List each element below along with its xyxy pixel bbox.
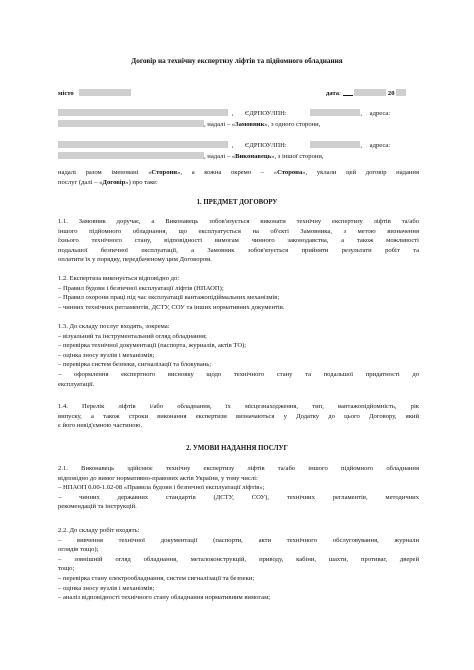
section-2-title: 2. УМОВИ НАДАННЯ ПОСЛУГ	[186, 445, 288, 452]
year-prefix: 20	[387, 90, 395, 97]
contractor-address-field[interactable]	[58, 152, 204, 159]
clause-2-1: 2.1. Виконавець здійснює технічну експертизу ліфтів та/або іншого підйомного обладнання відповідно до вимог нормативно-правових актів України, у тому числі: – НПАОП 0.00-1.02-08 «Правила будови і безпечної експлуатації ліфтів»; – чинних державних стандартів (ДСТУ, СОУ), технічних регламентів, методичних рекомендацій та інструкцій.	[58, 465, 419, 511]
list-item: оглядів тощо);	[58, 546, 99, 554]
clause-2-2: 2.2. До складу робіт входять: – вивчення технічної документації (паспорти, акти технічного обслуговування, журнали оглядів тощо); – зовнішній огляд обладнання, металоконструкцій, приводу, кабіни, шахти, противаг, дверей тощо; – перевірка стану електрообладнання, систем сигналізації та безпеки; – оцінка зносу вузлів і механізмів; – аналіз відповідності технічного стану обладнання нормативним вимогам;	[58, 527, 419, 602]
section-1-title: 1. ПРЕДМЕТ ДОГОВОРУ	[196, 199, 278, 206]
contractor-line-1: , ЄДРПОУ/ІПН: , адреса:	[58, 141, 390, 149]
customer-role: Замовник	[235, 121, 265, 128]
list-item: – вивчення технічної документації (паспорти, акти технічного обслуговування, журнали	[58, 536, 419, 544]
contractor-edrpou-label: ЄДРПОУ/ІПН:	[244, 142, 287, 149]
city-field[interactable]	[79, 89, 131, 96]
month-field[interactable]	[354, 89, 386, 96]
list-item: – аналіз відповідності технічного стану обладнання нормативним вимогам;	[58, 594, 271, 602]
clause-1-3: 1.3. До складу послуг входять, зокрема: – візуальний та інструментальний огляд обладнання; – перевірка технічної документації (паспорта, журналів, актів ТО); – оцінка зносу вузлів і механізмів; – перевірка систем безпеки, сигналізації та блокувань; – оформлення експертного висновку щодо технічного стану та подальшої придатності до експлуатації.	[58, 323, 419, 388]
customer-address-field[interactable]	[58, 120, 204, 127]
customer-line-2: , надалі – «Замовник», з одного сторони,	[58, 120, 320, 128]
list-item: – перевірка систем безпеки, сигналізації та блокувань;	[58, 361, 212, 369]
clause-1-4: 1.4. Перелік ліфтів і/або обладнання, їх місцезнаходження, тип, вантажопідйомність, рік випуску, а також строки виконання експертизи визначаються у Додатку до цього Договору, який є його невід'ємною частиною.	[58, 403, 419, 430]
customer-line-1: , ЄДРПОУ/ІПН: , адреса:	[58, 109, 390, 117]
date-label: дата	[326, 90, 340, 97]
list-item: – перевірка стану електрообладнання, систем сигналізації та безпеки;	[58, 574, 255, 582]
customer-edrpou-field[interactable]	[310, 109, 360, 116]
city-label: місто	[58, 90, 74, 97]
list-item: – Правил будови і безпечної експлуатації ліфтів (НПАОП);	[58, 284, 224, 292]
list-item: – оцінка зносу вузлів і механізмів;	[58, 584, 155, 592]
contractor-role: Виконавець	[235, 153, 272, 160]
list-item: – оформлення експертного висновку щодо технічного стану та подальшої придатності до	[58, 370, 419, 378]
list-item: – перевірка технічної документації (паспорта, журналів, актів ТО);	[58, 342, 247, 350]
list-item: – Правил охорони праці під час експлуатації вантажопідіймальних механізмів;	[58, 294, 280, 302]
year-field[interactable]	[396, 89, 406, 96]
clause-1-2: 1.2. Експертиза виконується відповідно до: – Правил будови і безпечної експлуатації ліфтів (НПАОП); – Правил охорони праці під час експлуатації вантажопідіймальних механізмів; – чинних технічних регламентів, ДСТУ, СОУ та інших нормативних документів.	[58, 274, 419, 312]
contractor-line-2: , надалі – «Виконавець», з іншої сторони,	[58, 152, 324, 160]
city-row	[58, 89, 131, 97]
preamble: надалі разом іменовані «Сторони», а кожна окремо – «Сторона», уклали цей договір надання послуг (далі – «Договір») про таке:	[58, 169, 419, 186]
contractor-name-field[interactable]	[58, 141, 228, 148]
day-field[interactable]	[343, 89, 353, 96]
list-item: – чинних технічних регламентів, ДСТУ, СОУ та інших нормативних документів.	[58, 303, 285, 311]
customer-address-label: адреса:	[369, 110, 391, 117]
list-item: тощо;	[58, 565, 75, 573]
clause-1-1: 1.1. Замовник доручає, а Виконавець зобов'язується виконати технічну експертизу ліфтів та/або іншого підйомного обладнання, що експлуатується на об'єкті Замовника, з метою визначення їхнього технічного стану, відповідності вимогам чинного законодавства, а також можливості подальшої безпечної експлуатації, а Замовник зобов'язується прийняти результати робіт та оплатити їх у порядку, передбаченому цим Договором.	[58, 218, 419, 264]
customer-edrpou-label: ЄДРПОУ/ІПН:	[244, 110, 287, 117]
customer-name-field[interactable]	[58, 109, 228, 116]
contractor-address-label: адреса:	[369, 142, 391, 149]
date-row: дата: 20	[326, 89, 406, 97]
list-item: експлуатації.	[58, 380, 95, 388]
list-item: – зовнішній огляд обладнання, металоконструкцій, приводу, кабіни, шахти, противаг, дверей	[58, 555, 419, 563]
list-item: – візуальний та інструментальний огляд обладнання;	[58, 332, 207, 340]
contractor-edrpou-field[interactable]	[310, 141, 360, 148]
document-title: Договір на технічну експертизу ліфтів та підйомного обладнання	[131, 57, 343, 65]
list-item: – оцінка зносу вузлів і механізмів;	[58, 351, 155, 359]
